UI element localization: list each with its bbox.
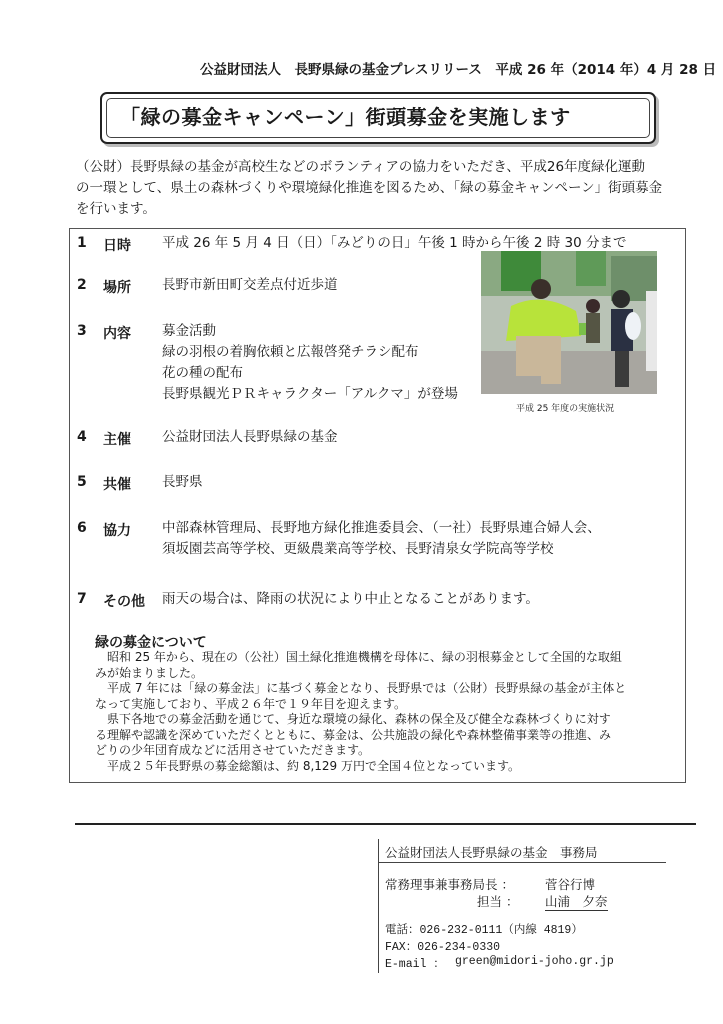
about-line: なって実施しており、平成２６年で１９年目を迎えます。	[95, 696, 407, 711]
item-line: 須坂園芸高等学校、更級農業高等学校、長野清泉女学院高等学校	[162, 541, 554, 557]
item-number: 1	[77, 235, 87, 251]
item-number: 2	[77, 277, 87, 293]
item-line: 長野県	[162, 474, 203, 490]
contact-divider	[378, 862, 666, 863]
item-line: 募金活動	[162, 323, 216, 339]
intro-line: の一環として、県土の森林づくりや環境緑化推進を図るため、「緑の募金キャンペーン」街頭募金	[76, 180, 663, 196]
item-line: 花の種の配布	[162, 365, 243, 381]
item-line: 緑の羽根の着胸依頼と広報啓発チラシ配布	[162, 344, 419, 360]
about-line: どりの少年団育成などに活用させていただきます。	[95, 743, 371, 757]
item-label-place: 場所	[103, 280, 131, 296]
about-heading: 緑の募金について	[95, 635, 207, 651]
about-line: る理解や認識を深めていただくとともに、募金は、公共施設の緑化や森林整備事業等の推進、み	[95, 727, 612, 742]
document-title: 「緑の募金キャンペーン」街頭募金を実施します	[120, 105, 571, 129]
item-line: 中部森林管理局、長野地方緑化推進委員会、（一社）長野県連合婦人会、	[162, 520, 601, 536]
item-value-content	[162, 321, 458, 405]
item-number: 6	[77, 520, 87, 536]
item-label-cooperation: 協力	[103, 523, 131, 539]
contact-organization: 公益財団法人長野県緑の基金 事務局	[385, 845, 598, 860]
item-label-cosponsor: 共催	[103, 477, 131, 493]
item-label-other: その他	[103, 594, 145, 610]
item-line: 平成 26 年 5 月 4 日（日）「みどりの日」午後 1 時から午後 2 時 30 分まで	[162, 235, 627, 251]
item-label-organizer: 主催	[103, 432, 131, 448]
item-number: 7	[77, 591, 87, 607]
contact-name-director: 菅谷行博	[545, 877, 596, 892]
about-line: みが始まりました。	[95, 665, 204, 680]
item-number: 5	[77, 474, 87, 490]
item-value-cooperation	[162, 518, 601, 560]
item-line: 雨天の場合は、降雨の状況により中止となることがあります。	[162, 591, 539, 607]
item-number: 4	[77, 429, 87, 445]
item-value-cosponsor	[162, 472, 203, 493]
item-line: 長野市新田町交差点付近歩道	[162, 277, 338, 293]
contact-email-label: E-mail ：	[385, 958, 445, 971]
item-number: 3	[77, 323, 87, 339]
intro-line: （公財）長野県緑の基金が高校生などのボランティアの協力をいただき、平成26年度緑化運動	[76, 159, 646, 175]
item-value-place	[162, 275, 338, 296]
item-value-other	[162, 589, 539, 610]
about-line: 平成 7 年には「緑の募金法」に基づく募金となり、長野県では（公財）長野県緑の基金が主体と	[95, 681, 627, 695]
about-line: 県下各地での募金活動を通じて、身近な環境の緑化、森林の保全及び健全な森林づくりに対す	[95, 712, 611, 726]
about-line: 昭和 25 年から、現在の（公社）国土緑化推進機構を母体に、緑の羽根募金として全国的な取組	[95, 650, 622, 664]
item-label-content: 内容	[103, 326, 131, 342]
about-line: 平成２５年長野県の募金総額は、約 8,129 万円で全国４位となっています。	[95, 758, 521, 773]
photo-caption: 平成 25 年度の実施状況	[516, 404, 615, 414]
item-label-date: 日時	[103, 238, 131, 254]
contact-role-staff: 担当 ：	[477, 894, 519, 909]
contact-fax: FAX：026-234-0330	[385, 941, 501, 954]
press-release-header: 公益財団法人 長野県緑の基金プレスリリース 平成 26 年（2014 年）4 月 28 日	[200, 62, 717, 78]
campaign-photo-image	[481, 251, 657, 394]
contact-name-staff: 山浦 夕奈	[545, 894, 608, 909]
contact-phone: 電話：026-232-0111（内線 4819）	[385, 924, 583, 937]
intro-paragraph	[76, 157, 676, 220]
campaign-photo	[481, 251, 657, 394]
item-line: 長野県観光ＰＲキャラクター「アルクマ」が登場	[162, 386, 458, 402]
section-divider	[75, 823, 696, 825]
contact-role-director: 常務理事兼事務局長 ：	[385, 877, 514, 892]
contact-email-link[interactable]: green@midori-joho.gr.jp	[455, 955, 614, 968]
about-paragraph	[95, 650, 675, 774]
intro-line: を行います。	[76, 201, 156, 217]
item-value-organizer	[162, 427, 338, 448]
item-line: 公益財団法人長野県緑の基金	[162, 429, 338, 445]
